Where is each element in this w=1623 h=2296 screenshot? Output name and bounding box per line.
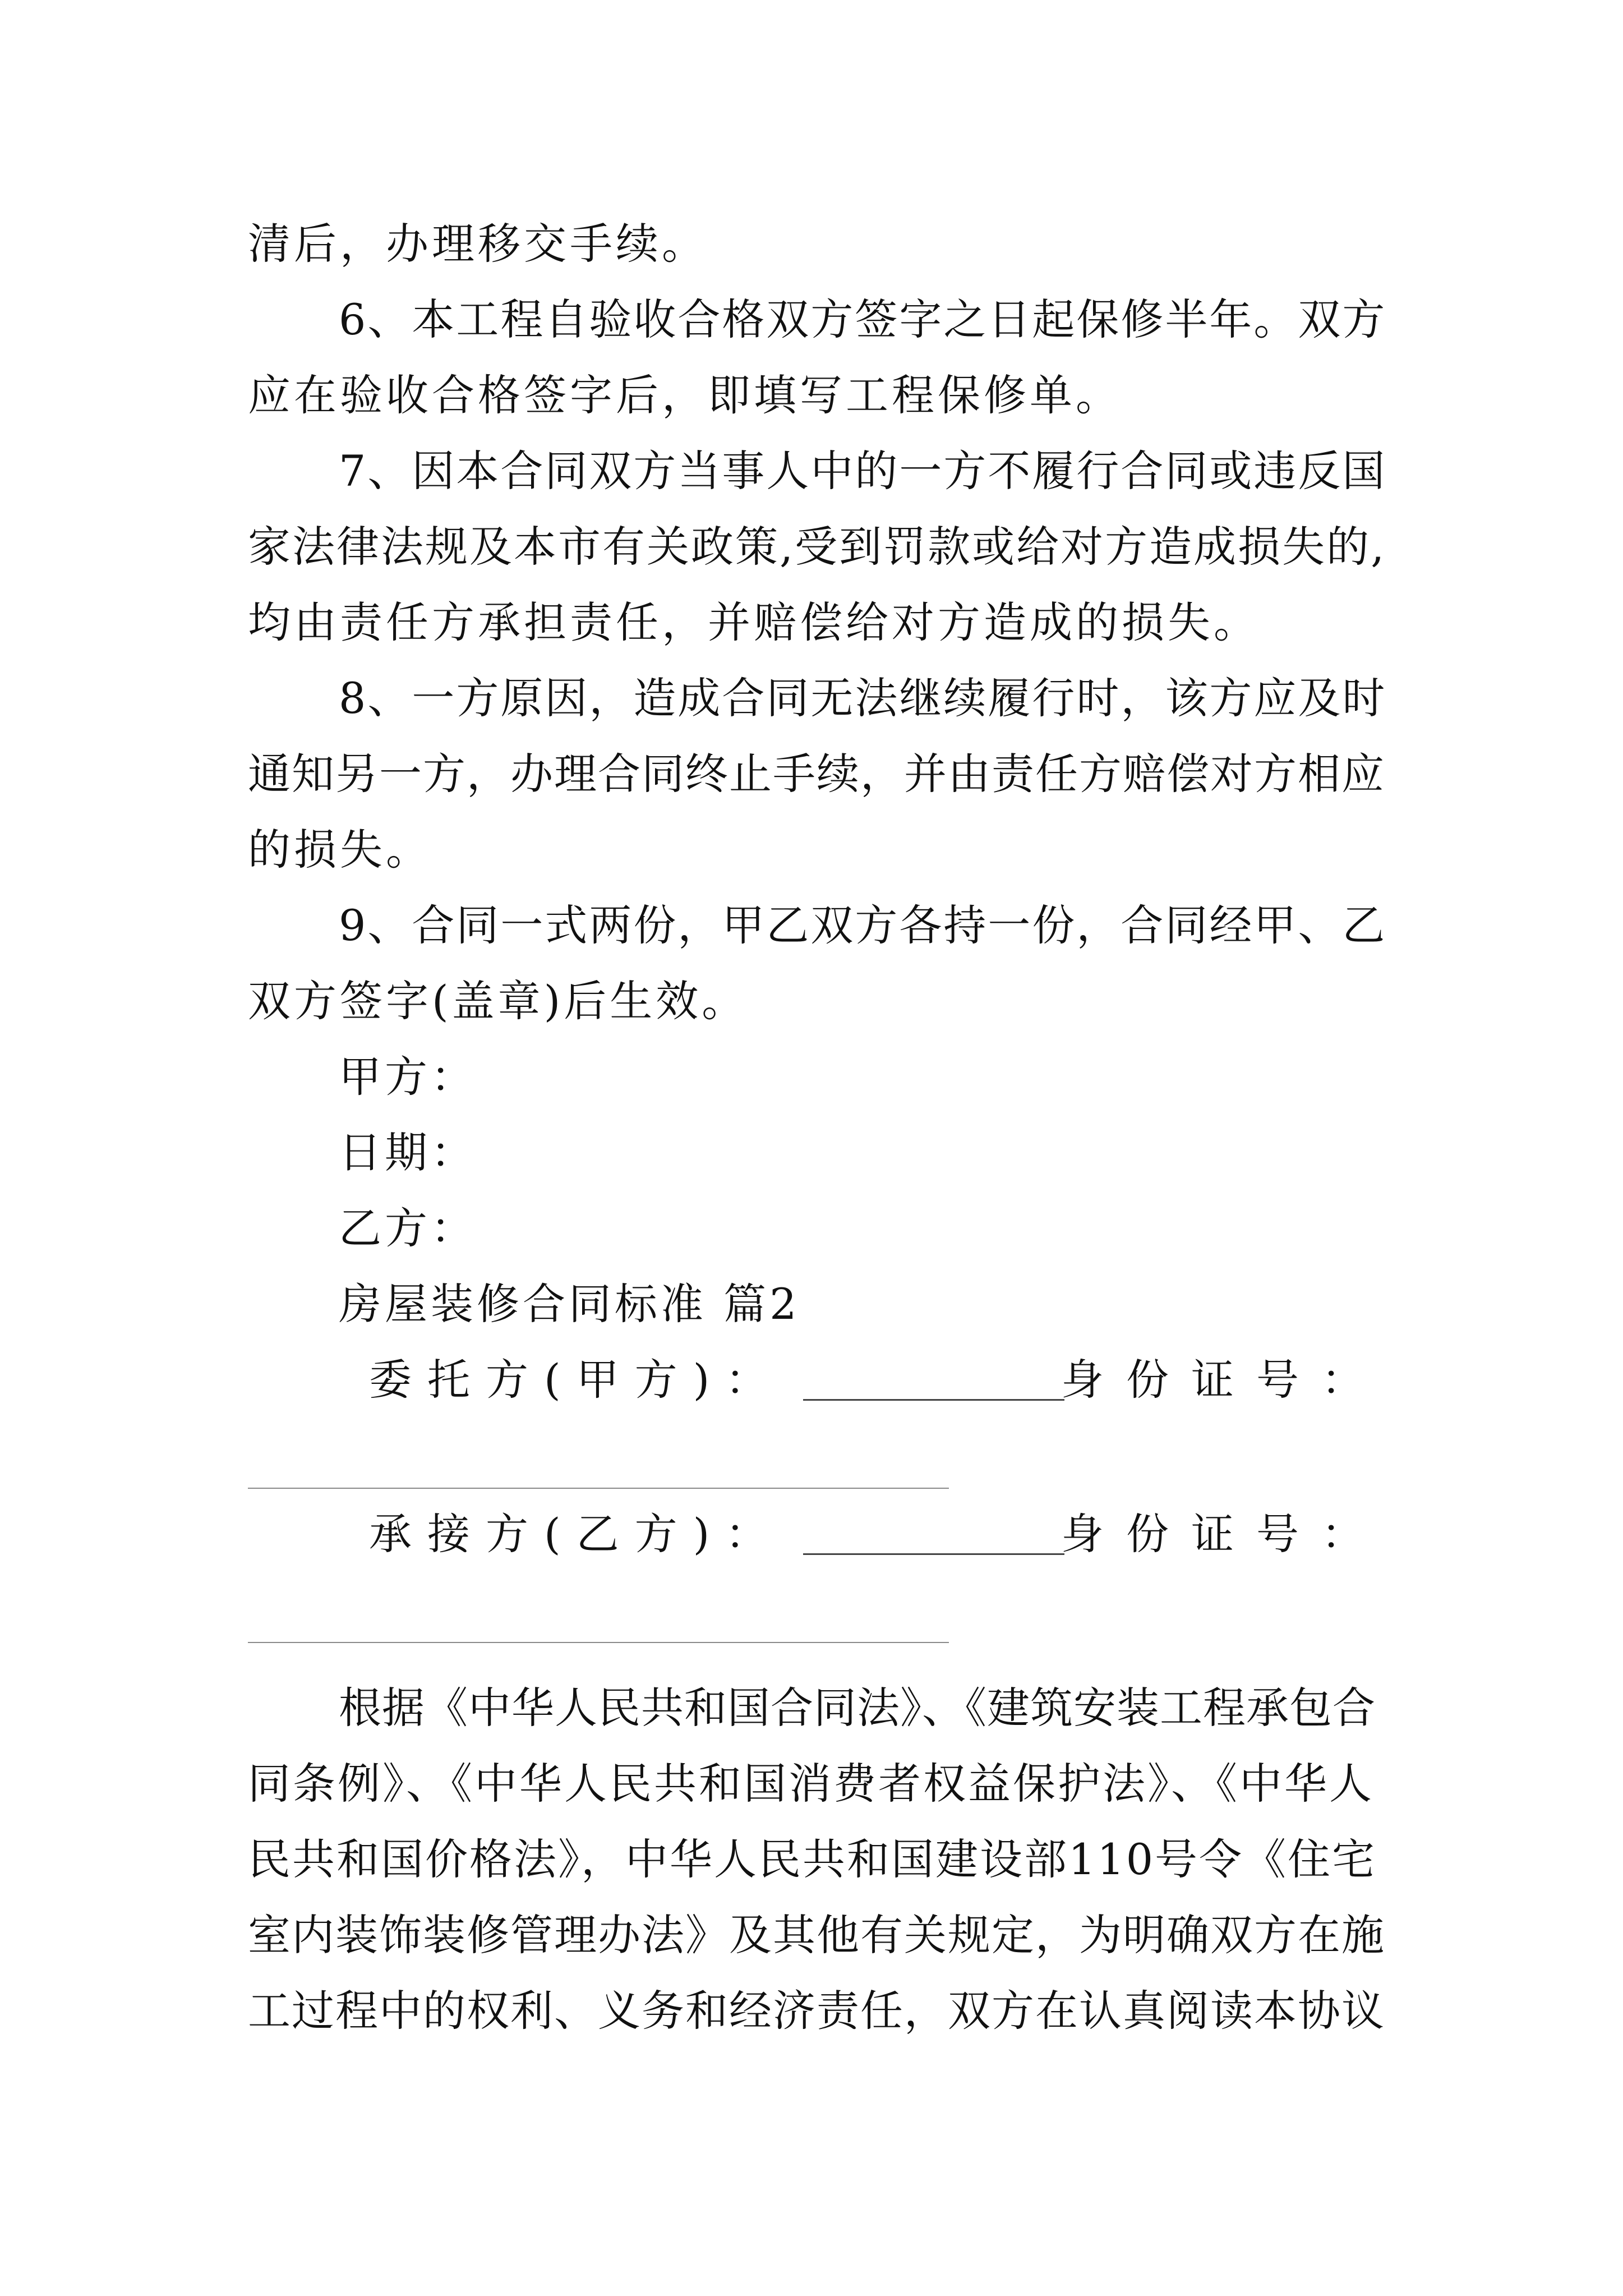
signature-party-b: 乙方： — [339, 1203, 477, 1253]
paragraph-line: 均由责任方承担责任，并赔偿给对方造成的损失。 — [248, 597, 1260, 647]
paragraph-line: 通知另一方，办理合同终止手续，并由责任方赔偿对方相应 — [248, 749, 1385, 799]
paragraph-line: 家法律法规及本市有关政策,受到罚款或给对方造成损失的, — [248, 522, 1386, 572]
preamble-line: 工过程中的权利、义务和经济责任，双方在认真阅读本协议 — [248, 1986, 1385, 2036]
paragraph-line: 双方签字(盖章)后生效。 — [248, 976, 748, 1026]
section-title: 房屋装修合同标准 篇2 — [339, 1279, 800, 1329]
preamble-line: 民共和国价格法》，中华人民共和国建设部110号令《住宅 — [248, 1834, 1377, 1884]
client-id-label: 身份证号： — [1061, 1355, 1386, 1405]
client-id-rule — [248, 1488, 949, 1489]
paragraph-line: 9、合同一式两份，甲乙双方各持一份，合同经甲、乙 — [339, 900, 1387, 950]
client-row — [248, 1352, 1386, 1414]
preamble-line: 同条例》、《中华人民共和国消费者权益保护法》、《中华人 — [248, 1759, 1374, 1809]
paragraph-line: 8、一方原因，造成合同无法继续履行时，该方应及时 — [339, 673, 1387, 723]
paragraph-line: 6、本工程自验收合格双方签字之日起保修半年。双方 — [339, 295, 1387, 344]
signature-date: 日期： — [339, 1128, 477, 1177]
client-label: 委托方(甲方)： — [369, 1355, 784, 1405]
paragraph-line: 应在验收合格签字后，即填写工程保修单。 — [248, 370, 1122, 420]
paragraph-line: 7、因本合同双方当事人中的一方不履行合同或违反国 — [339, 446, 1387, 496]
signature-party-a: 甲方： — [339, 1052, 477, 1102]
contractor-id-rule — [248, 1642, 949, 1643]
preamble-line: 室内装饰装修管理办法》及其他有关规定，为明确双方在施 — [248, 1910, 1385, 1960]
paragraph-line: 的损失。 — [248, 825, 432, 875]
preamble-line: 根据《中华人民共和国合同法》、《建筑安装工程承包合 — [339, 1683, 1376, 1733]
contractor-id-label: 身份证号： — [1061, 1509, 1386, 1559]
client-name-blank — [803, 1399, 1064, 1401]
contractor-row — [248, 1506, 1386, 1568]
contractor-label: 承接方(乙方)： — [369, 1509, 784, 1559]
contractor-name-blank — [803, 1553, 1064, 1555]
paragraph-line: 清后，办理移交手续。 — [248, 219, 708, 269]
